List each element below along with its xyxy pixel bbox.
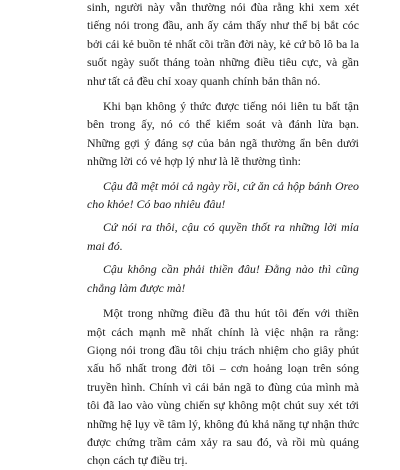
paragraph-meditation-reason: Một trong những điều đã thu hút tôi đến với thiền một cách mạnh mẽ nhất chính là việc nhận ra rằng: Giọng nói trong đầu tôi chịu trách nhiệm cho giây phút xấu hổ nhất trong đời tôi – cơn hoảng loạn trên sóng truyền hình. Chính vì cái bản ngã to đùng của mình mà tôi đã lao vào vùng chiến sự không một chút suy xét tới những hệ lụy về tâm lý, không đủ khả năng tự nhận thức được chứng trầm cảm xảy ra sau đó, và rồi mù quáng chọn cách tự điều trị.	[87, 306, 359, 468]
body-text	[87, 0, 359, 470]
paragraph-ego-voice: Khi bạn không ý thức được tiếng nói liên tu bất tận bên trong ấy, nó có thể kiểm soát và đánh lừa bạn. Những gợi ý đáng sợ của bản ngã thường ẩn bên dưới những lời có vẻ hợp lý như là lẽ thường tình:	[87, 99, 359, 169]
quote-sarcasm: Cứ nói ra thôi, cậu có quyền thốt ra những lời mỉa mai đó.	[87, 220, 359, 253]
quote-meditation: Cậu không cần phải thiền đâu! Đằng nào thì cũng chẳng làm được mà!	[87, 262, 359, 295]
paragraph-continuation: sinh, người này vẫn thường nói đùa rằng khi xem xét tiếng nói trong đầu, anh ấy cảm thấy như thể bị bắt cóc bởi cái kẻ buồn tẻ nhất cõi trần đời này, kẻ cứ bô lô ba la suốt ngày suốt tháng toàn những điều tiêu cực, và gần như tất cả đều chỉ xoay quanh chính bản thân nó.	[87, 0, 359, 88]
quote-oreo: Cậu đã mệt mỏi cả ngày rồi, cứ ăn cả hộp bánh Oreo cho khỏe! Có bao nhiêu đâu!	[87, 178, 359, 212]
